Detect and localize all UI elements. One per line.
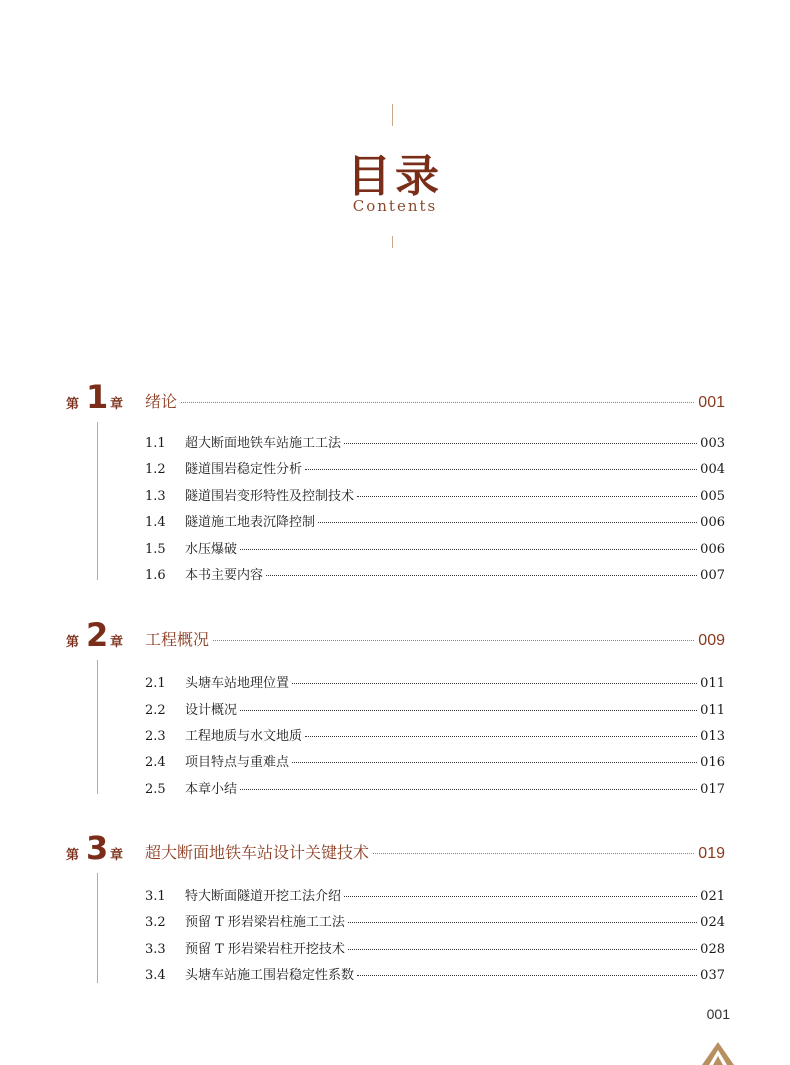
section-title: 项目特点与重难点 (185, 755, 290, 770)
section-title: 头塘车站施工围岩稳定性系数 (185, 968, 355, 983)
section-page: 011 (700, 676, 725, 691)
section-title: 隧道施工地表沉降控制 (185, 515, 316, 530)
dot-leader (305, 469, 697, 470)
chapter-suffix: 章 (110, 397, 124, 412)
section-title: 水压爆破 (185, 542, 238, 557)
section-title: 本章小结 (185, 782, 238, 797)
chapter-page: 009 (698, 632, 725, 649)
dot-leader (292, 762, 697, 763)
toc-entry[interactable] (145, 938, 725, 958)
chapter-side-rule (97, 873, 98, 983)
chapter-prefix: 第 (66, 397, 80, 412)
toc-entry[interactable] (145, 911, 725, 931)
toc-entry[interactable] (145, 432, 725, 452)
toc-entry[interactable] (145, 672, 725, 692)
chapter-side-rule (97, 660, 98, 794)
chapter-heading[interactable] (0, 378, 790, 418)
section-page: 024 (700, 915, 725, 930)
section-page: 016 (700, 755, 725, 770)
section-page: 007 (700, 568, 725, 583)
chapter-number: 3 (86, 829, 109, 867)
section-title: 隧道围岩稳定性分析 (185, 462, 303, 477)
chapter-title: 工程概况 (145, 630, 210, 649)
dot-leader (292, 683, 697, 684)
toc-entry[interactable] (145, 511, 725, 531)
section-number: 3.1 (145, 889, 166, 904)
page-number: 001 (706, 1006, 730, 1022)
section-number: 1.2 (145, 462, 166, 477)
chapter-prefix: 第 (66, 848, 80, 863)
section-title: 隧道围岩变形特性及控制技术 (185, 489, 355, 504)
toc-entry[interactable] (145, 699, 725, 719)
section-number: 1.3 (145, 489, 166, 504)
section-number: 2.5 (145, 782, 166, 797)
dot-leader (357, 496, 697, 497)
toc-entry[interactable] (145, 964, 725, 984)
page-subtitle: Contents (352, 197, 438, 215)
dot-leader (348, 949, 697, 950)
dot-leader (357, 975, 697, 976)
toc-entry[interactable] (145, 538, 725, 558)
chapter-number: 2 (86, 616, 109, 654)
toc-entry[interactable] (145, 751, 725, 771)
section-number: 3.4 (145, 968, 166, 983)
chapter-heading[interactable] (0, 616, 790, 656)
toc-entry[interactable] (145, 485, 725, 505)
section-number: 2.1 (145, 676, 166, 691)
dot-leader (318, 522, 697, 523)
dot-leader (344, 896, 697, 897)
section-number: 1.5 (145, 542, 166, 557)
chapter-title: 超大断面地铁车站设计关键技术 (145, 843, 370, 862)
section-title: 本书主要内容 (185, 568, 264, 583)
chapter-prefix: 第 (66, 635, 80, 650)
dot-leader (213, 640, 694, 641)
chapter-number: 1 (86, 378, 109, 416)
dot-leader (373, 853, 694, 854)
chapter-side-rule (97, 422, 98, 580)
section-title: 预留 T 形岩梁岩柱开挖技术 (185, 942, 345, 957)
section-number: 3.3 (145, 942, 166, 957)
section-page: 013 (700, 729, 725, 744)
dot-leader (240, 789, 697, 790)
section-title: 特大断面隧道开挖工法介绍 (185, 889, 342, 904)
toc-entry[interactable] (145, 778, 725, 798)
section-title: 超大断面地铁车站施工工法 (185, 436, 342, 451)
section-page: 037 (700, 968, 725, 983)
page-title: 目录 (347, 151, 443, 202)
section-number: 3.2 (145, 915, 166, 930)
section-page: 006 (700, 515, 725, 530)
section-page: 017 (700, 782, 725, 797)
chapter-page: 019 (698, 845, 725, 862)
dot-leader (181, 402, 694, 403)
publisher-logo-icon (700, 1040, 736, 1065)
dot-leader (240, 710, 697, 711)
chapter-heading[interactable] (0, 829, 790, 869)
toc-entry[interactable] (145, 885, 725, 905)
section-number: 1.6 (145, 568, 166, 583)
section-page: 028 (700, 942, 725, 957)
dot-leader (240, 549, 697, 550)
section-number: 1.1 (145, 436, 166, 451)
dot-leader (344, 443, 697, 444)
chapter-page: 001 (698, 394, 725, 411)
chapter-suffix: 章 (110, 635, 124, 650)
heading-bottom-rule (392, 236, 393, 248)
section-number: 2.4 (145, 755, 166, 770)
toc-entry[interactable] (145, 458, 725, 478)
section-page: 006 (700, 542, 725, 557)
toc-entry[interactable] (145, 564, 725, 584)
heading-top-rule (392, 104, 393, 126)
section-page: 005 (700, 489, 725, 504)
section-page: 011 (700, 703, 725, 718)
section-title: 预留 T 形岩梁岩柱施工工法 (185, 915, 345, 930)
section-page: 004 (700, 462, 725, 477)
chapter-title: 绪论 (145, 392, 178, 411)
dot-leader (305, 736, 697, 737)
section-title: 设计概况 (185, 703, 238, 718)
section-title: 头塘车站地理位置 (185, 676, 290, 691)
section-number: 2.2 (145, 703, 166, 718)
toc-entry[interactable] (145, 725, 725, 745)
section-number: 1.4 (145, 515, 166, 530)
dot-leader (348, 922, 697, 923)
chapter-suffix: 章 (110, 848, 124, 863)
section-page: 021 (700, 889, 725, 904)
section-page: 003 (700, 436, 725, 451)
section-title: 工程地质与水文地质 (185, 729, 303, 744)
dot-leader (266, 575, 697, 576)
section-number: 2.3 (145, 729, 166, 744)
